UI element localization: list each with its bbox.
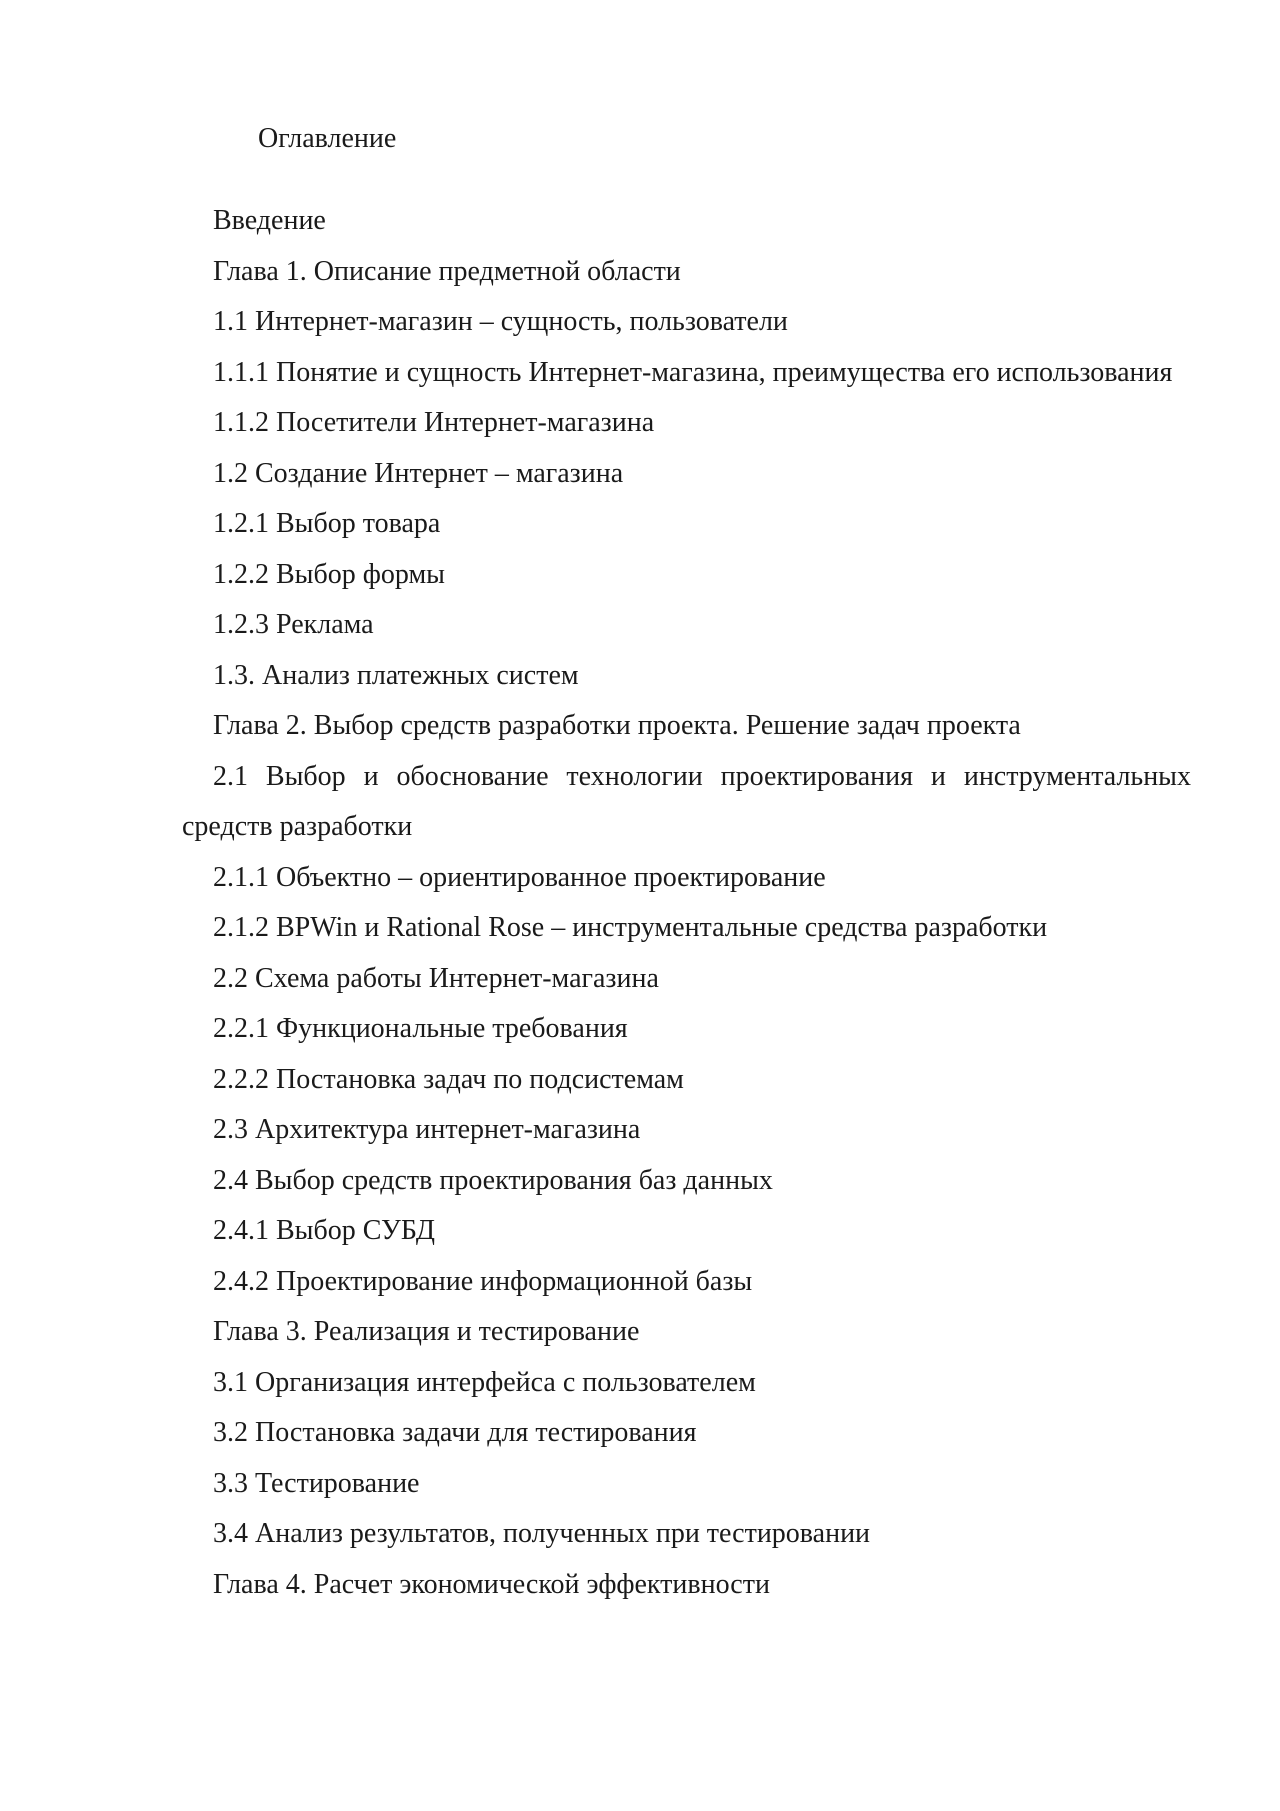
- toc-entry: 1.2.2 Выбор формы: [213, 558, 445, 590]
- toc-entry: 2.1 Выбор и обоснование технологии проектирования и инструментальных средств разработки: [182, 760, 1191, 842]
- toc-entry: Введение: [213, 205, 326, 236]
- toc-entry: 2.1.1 Объектно – ориентированное проектирование: [213, 861, 826, 893]
- toc-entry: 1.1.2 Посетители Интернет-магазина: [213, 407, 655, 438]
- toc-entry: 3.4 Анализ результатов, полученных при тестировании: [213, 1518, 871, 1549]
- toc-entry: 1.2 Создание Интернет – магазина: [213, 457, 624, 489]
- toc-entry: 2.4 Выбор средств проектирования баз данных: [213, 1164, 773, 1196]
- toc-entry: Глава 3. Реализация и тестирование: [213, 1316, 640, 1347]
- toc-entry: Глава 1. Описание предметной области: [213, 255, 681, 287]
- toc-entry: Глава 2. Выбор средств разработки проекта. Решение задач проекта: [213, 710, 1021, 741]
- toc-entry: 2.4.1 Выбор СУБД: [213, 1215, 435, 1246]
- toc-heading: Оглавление: [258, 123, 397, 154]
- toc-entry: 1.1 Интернет-магазин – сущность, пользователи: [213, 306, 788, 337]
- toc-entry: 1.1.1 Понятие и сущность Интернет-магазина, преимущества его использования: [213, 356, 1173, 388]
- toc-entry: 3.2 Постановка задачи для тестирования: [213, 1417, 697, 1448]
- toc-entry: Глава 4. Расчет экономической эффективности: [213, 1568, 770, 1600]
- toc-entry: 2.1.2 BPWin и Rational Rose – инструментальные средства разработки: [213, 912, 1048, 943]
- toc-entry: 1.2.1 Выбор товара: [213, 508, 441, 539]
- toc-entry: 1.2.3 Реклама: [213, 609, 374, 640]
- toc-entry: 2.2.1 Функциональные требования: [213, 1013, 628, 1044]
- toc-entry: 2.4.2 Проектирование информационной базы: [213, 1265, 753, 1297]
- toc-entry: 2.2 Схема работы Интернет-магазина: [213, 962, 659, 994]
- toc-entry: 2.3 Архитектура интернет-магазина: [213, 1114, 641, 1145]
- toc-entry: 3.3 Тестирование: [213, 1467, 420, 1499]
- toc-entry: 2.2.2 Постановка задач по подсистемам: [213, 1063, 684, 1095]
- toc-entry: 1.3. Анализ платежных систем: [213, 659, 579, 691]
- toc-list: [182, 196, 1191, 1610]
- toc-entry: 3.1 Организация интерфейса с пользователем: [213, 1366, 756, 1398]
